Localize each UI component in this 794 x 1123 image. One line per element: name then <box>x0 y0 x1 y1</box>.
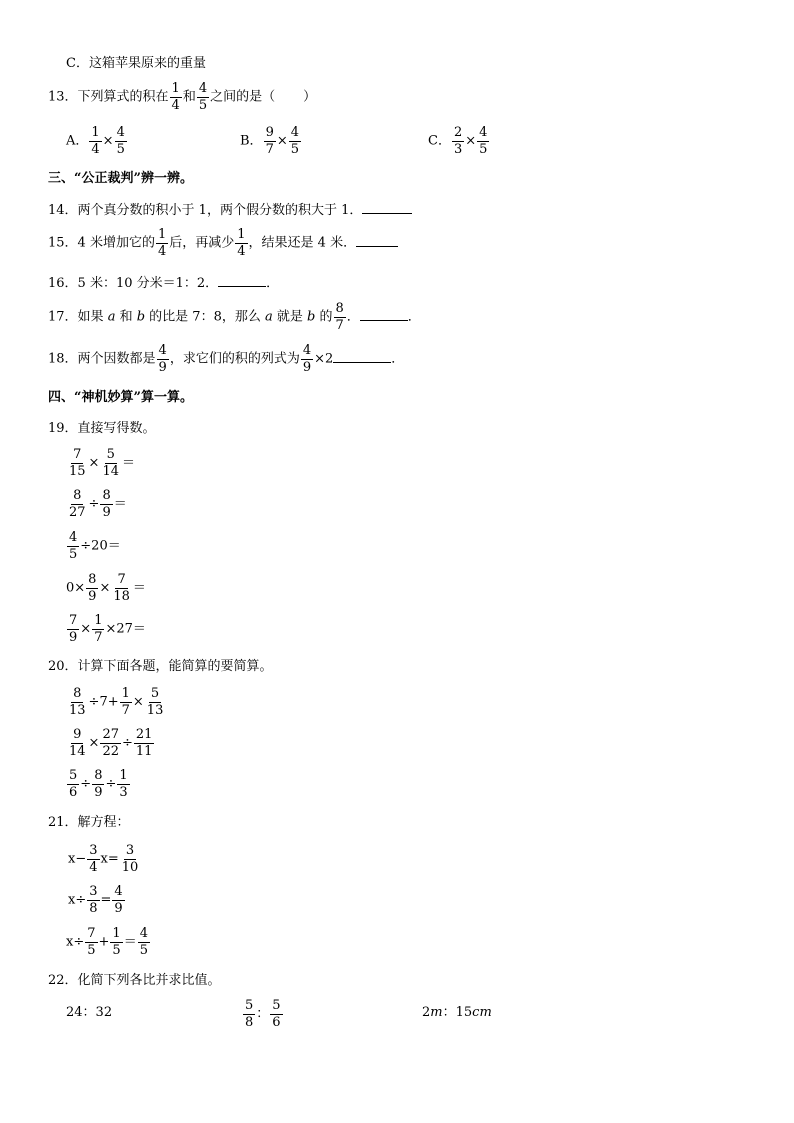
fraction: $\frac{4}{5}$ <box>69 530 78 562</box>
fraction: $\frac{27}{22}$ <box>102 727 119 759</box>
fraction: $\frac{9}{14}$ <box>69 727 86 759</box>
q22-ratio-3: 2m：15cm <box>422 1005 492 1020</box>
answer-blank[interactable] <box>333 352 391 363</box>
q20-title: 20．计算下面各题，能简算的要简算。 <box>48 659 273 674</box>
fraction: $\frac{3}{10}$ <box>121 843 139 875</box>
q20-expression-1: $\frac{8}{13}$ ÷7+ $\frac{1}{7}$ × $\frac{5}{13}$ <box>69 686 164 718</box>
q13-pre: 13．下列算式的积在 <box>48 89 169 105</box>
fraction: $\frac{3}{4}$ <box>89 843 98 875</box>
q14: 14．两个真分数的积小于 1，两个假分数的积大于 1． <box>48 203 412 217</box>
q19-expression-3: $\frac{4}{5}$ ÷20＝ <box>69 530 121 562</box>
q20-expression-3: $\frac{5}{6}$ ÷ $\frac{8}{9}$ ÷ $\frac{1}{3}$ <box>69 768 128 800</box>
q21-equation-2: x÷ $\frac{3}{8}$ = $\frac{4}{9}$ <box>68 884 123 916</box>
fraction: $\frac{8}{9}$ <box>94 768 103 800</box>
fraction: $\frac{8}{9}$ <box>102 488 111 520</box>
q20-expression-2: $\frac{9}{14}$ × $\frac{27}{22}$ ÷ $\frac{21}{11}$ <box>69 727 153 759</box>
fraction: $\frac{7}{5}$ <box>87 926 96 958</box>
fraction: $\frac{8}{27}$ <box>69 488 86 520</box>
q19-expression-1: $\frac{7}{15}$ × $\frac{5}{14}$ ＝ <box>69 447 136 479</box>
q22-ratio-1: 24：32 <box>66 1005 113 1020</box>
fraction: $\frac{5}{14}$ <box>102 447 119 479</box>
q16: 16．5 米：10 分米＝1：2． ． <box>48 276 280 291</box>
q13-stem <box>48 82 316 112</box>
q13-option-b: B． $\frac{9}{7}$ × $\frac{4}{5}$ <box>240 125 300 157</box>
fraction: $\frac{1}{4}$ <box>171 81 180 113</box>
answer-blank[interactable] <box>360 310 408 321</box>
fraction: $\frac{7}{9}$ <box>69 613 78 645</box>
fraction: $\frac{5}{6}$ <box>69 768 78 800</box>
fraction: $\frac{4}{5}$ <box>198 81 208 113</box>
fraction: $\frac{7}{18}$ <box>113 572 130 604</box>
fraction: $\frac{1}{7}$ <box>121 686 130 718</box>
q19-expression-2: $\frac{8}{27}$ ÷ $\frac{8}{9}$ ＝ <box>69 488 127 520</box>
fraction: $\frac{1}{5}$ <box>112 926 121 958</box>
fraction: $\frac{4}{9}$ <box>158 343 167 375</box>
q13-close: ） <box>303 89 317 105</box>
q13-mid: 和 <box>182 89 196 105</box>
fraction: $\frac{1}{7}$ <box>94 613 103 645</box>
fraction: $\frac{5}{8}$ <box>245 998 254 1030</box>
q19-expression-5: $\frac{7}{9}$ × $\frac{1}{7}$ ×27＝ <box>69 613 146 645</box>
fraction: $\frac{5}{13}$ <box>146 686 164 718</box>
q13-option-a: A． $\frac{1}{4}$ × $\frac{4}{5}$ <box>66 125 125 157</box>
fraction: $\frac{1}{3}$ <box>119 768 128 800</box>
answer-blank[interactable] <box>356 236 398 247</box>
fraction: $\frac{9}{7}$ <box>265 125 274 157</box>
fraction: $\frac{8}{13}$ <box>69 686 86 718</box>
answer-blank[interactable] <box>218 276 266 287</box>
q12-option-c: C．这箱苹果原来的重量 <box>66 56 206 71</box>
section-3-title: 三、“公正裁判”辨一辨。 <box>48 171 193 186</box>
q18: 18．两个因数都是 $\frac{4}{9}$ ，求它们的积的列式为 $\frac{4}{9}$ ×2 ． <box>48 343 405 375</box>
q15: 15．4 米增加它的 $\frac{1}{4}$ 后，再减少 $\frac{1}{4}$ ，结果还是 4 米． <box>48 228 398 258</box>
fraction: $\frac{5}{6}$ <box>272 998 281 1030</box>
fraction: $\frac{1}{4}$ <box>91 125 100 157</box>
q21-title: 21．解方程： <box>48 815 130 830</box>
fraction: $\frac{4}{9}$ <box>114 884 123 916</box>
fraction: $\frac{4}{5}$ <box>479 125 488 157</box>
q21-equation-1: x− $\frac{3}{4}$ x= $\frac{3}{10}$ <box>68 843 139 875</box>
fraction: $\frac{4}{9}$ <box>302 343 312 375</box>
fraction: $\frac{7}{15}$ <box>69 447 86 479</box>
answer-blank[interactable] <box>362 203 412 214</box>
q13-post: 之间的是（ <box>210 89 276 105</box>
fraction: $\frac{3}{8}$ <box>89 884 98 916</box>
q22-title: 22．化简下列各比并求比值。 <box>48 973 221 988</box>
section-4-title: 四、“神机妙算”算一算。 <box>48 390 193 405</box>
fraction: $\frac{8}{9}$ <box>88 572 97 604</box>
fraction: $\frac{2}{3}$ <box>453 125 463 157</box>
fraction: $\frac{4}{5}$ <box>116 125 125 157</box>
q13-option-c: C． $\frac{2}{3}$ × $\frac{4}{5}$ <box>428 125 488 157</box>
q19-title: 19．直接写得数。 <box>48 421 156 436</box>
fraction: $\frac{1}{4}$ <box>237 227 246 259</box>
fraction: $\frac{1}{4}$ <box>157 227 167 259</box>
q22-ratio-2: $\frac{5}{8}$ ： $\frac{5}{6}$ <box>245 998 281 1030</box>
fraction: $\frac{8}{7}$ <box>335 301 344 333</box>
fraction: $\frac{4}{5}$ <box>290 125 300 157</box>
q21-equation-3: x÷ $\frac{7}{5}$ + $\frac{1}{5}$ ＝ $\frac{4}{5}$ <box>66 926 148 958</box>
q19-expression-4: 0× $\frac{8}{9}$ × $\frac{7}{18}$ ＝ <box>66 572 146 604</box>
fraction: $\frac{21}{11}$ <box>135 727 153 759</box>
q17: 17．如果 a 和 b 的比是 7：8，那么 a 就是 b 的 $\frac{8}{7}$ ． ． <box>48 301 421 333</box>
fraction: $\frac{4}{5}$ <box>139 926 148 958</box>
